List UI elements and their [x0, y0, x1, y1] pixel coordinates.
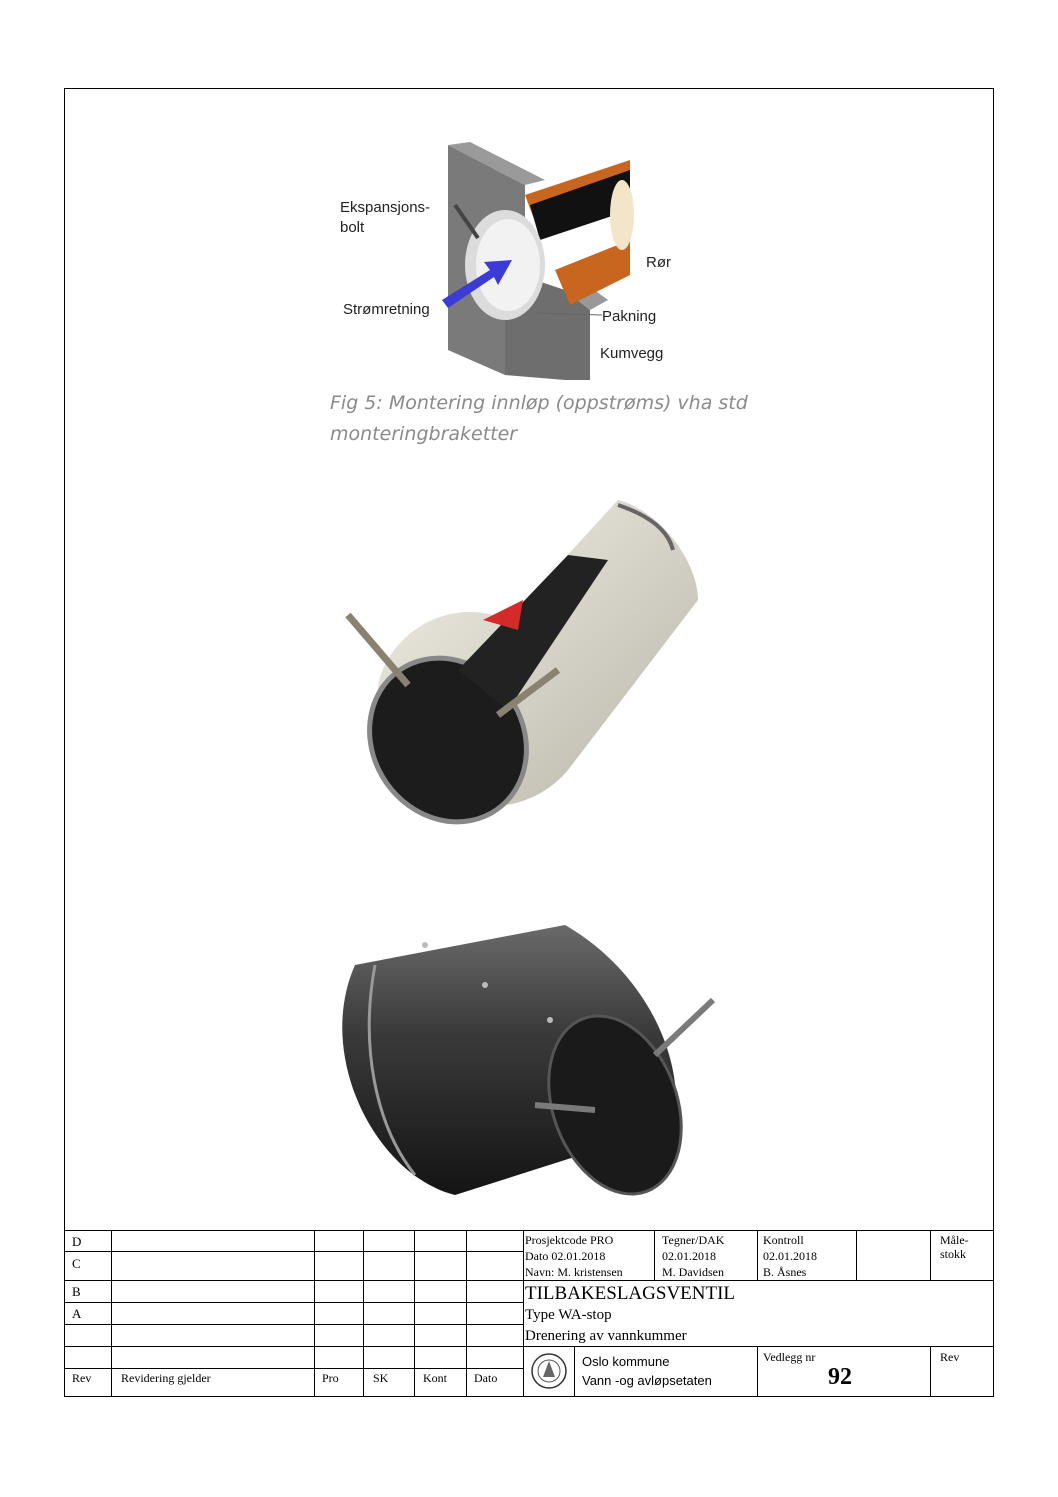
control-by: B. Åsnes: [763, 1265, 807, 1279]
drawing-title: TILBAKESLAGSVENTIL: [525, 1283, 736, 1304]
project-name: Navn: M. kristensen: [525, 1265, 623, 1279]
valve-open-flap-render: [318, 470, 718, 850]
header-sk: SK: [373, 1371, 389, 1385]
valve-closed-render: [315, 905, 725, 1205]
label-pipe: Rør: [646, 254, 671, 271]
oslo-kommune-seal: [530, 1349, 568, 1393]
header-kont: Kont: [423, 1371, 447, 1385]
drawn-label: Tegner/DAK: [662, 1233, 725, 1247]
control-label: Kontroll: [763, 1233, 804, 1247]
header-rev: Rev: [72, 1371, 92, 1385]
org-department: Vann -og avløpsetaten: [582, 1373, 712, 1388]
header-dato: Dato: [474, 1371, 498, 1385]
org-name: Oslo kommune: [582, 1354, 670, 1369]
drawn-by: M. Davidsen: [662, 1265, 724, 1279]
header-pro: Pro: [322, 1371, 339, 1385]
label-flow-direction: Strømretning: [343, 301, 430, 318]
title-block: [64, 1230, 994, 1397]
scale-label: Måle- stokk: [940, 1233, 969, 1261]
revision-row-label: A: [72, 1306, 82, 1321]
figure-caption: Fig 5: Montering innløp (oppstrøms) vha std monteringbraketter: [330, 392, 748, 445]
control-date: 02.01.2018: [763, 1249, 817, 1263]
revision-row-label: D: [72, 1234, 82, 1249]
drawing-subtitle: Type WA-stop: [525, 1307, 612, 1323]
rev-label: Rev: [940, 1350, 960, 1364]
appendix-number: 92: [828, 1364, 852, 1390]
label-expansion-bolt: Ekspansjons- bolt: [340, 199, 431, 236]
project-code: Prosjektcode PRO: [525, 1233, 614, 1247]
project-date: Dato 02.01.2018: [525, 1249, 606, 1263]
drawn-date: 02.01.2018: [662, 1249, 716, 1263]
drawing-description: Drenering av vannkummer: [525, 1328, 687, 1344]
revision-row-label: B: [72, 1284, 81, 1299]
appendix-label: Vedlegg nr: [763, 1350, 816, 1364]
label-manhole-wall: Kumvegg: [600, 345, 664, 362]
header-description: Revidering gjelder: [121, 1371, 211, 1385]
label-gasket: Pakning: [602, 308, 657, 325]
revision-row-label: C: [72, 1256, 81, 1271]
